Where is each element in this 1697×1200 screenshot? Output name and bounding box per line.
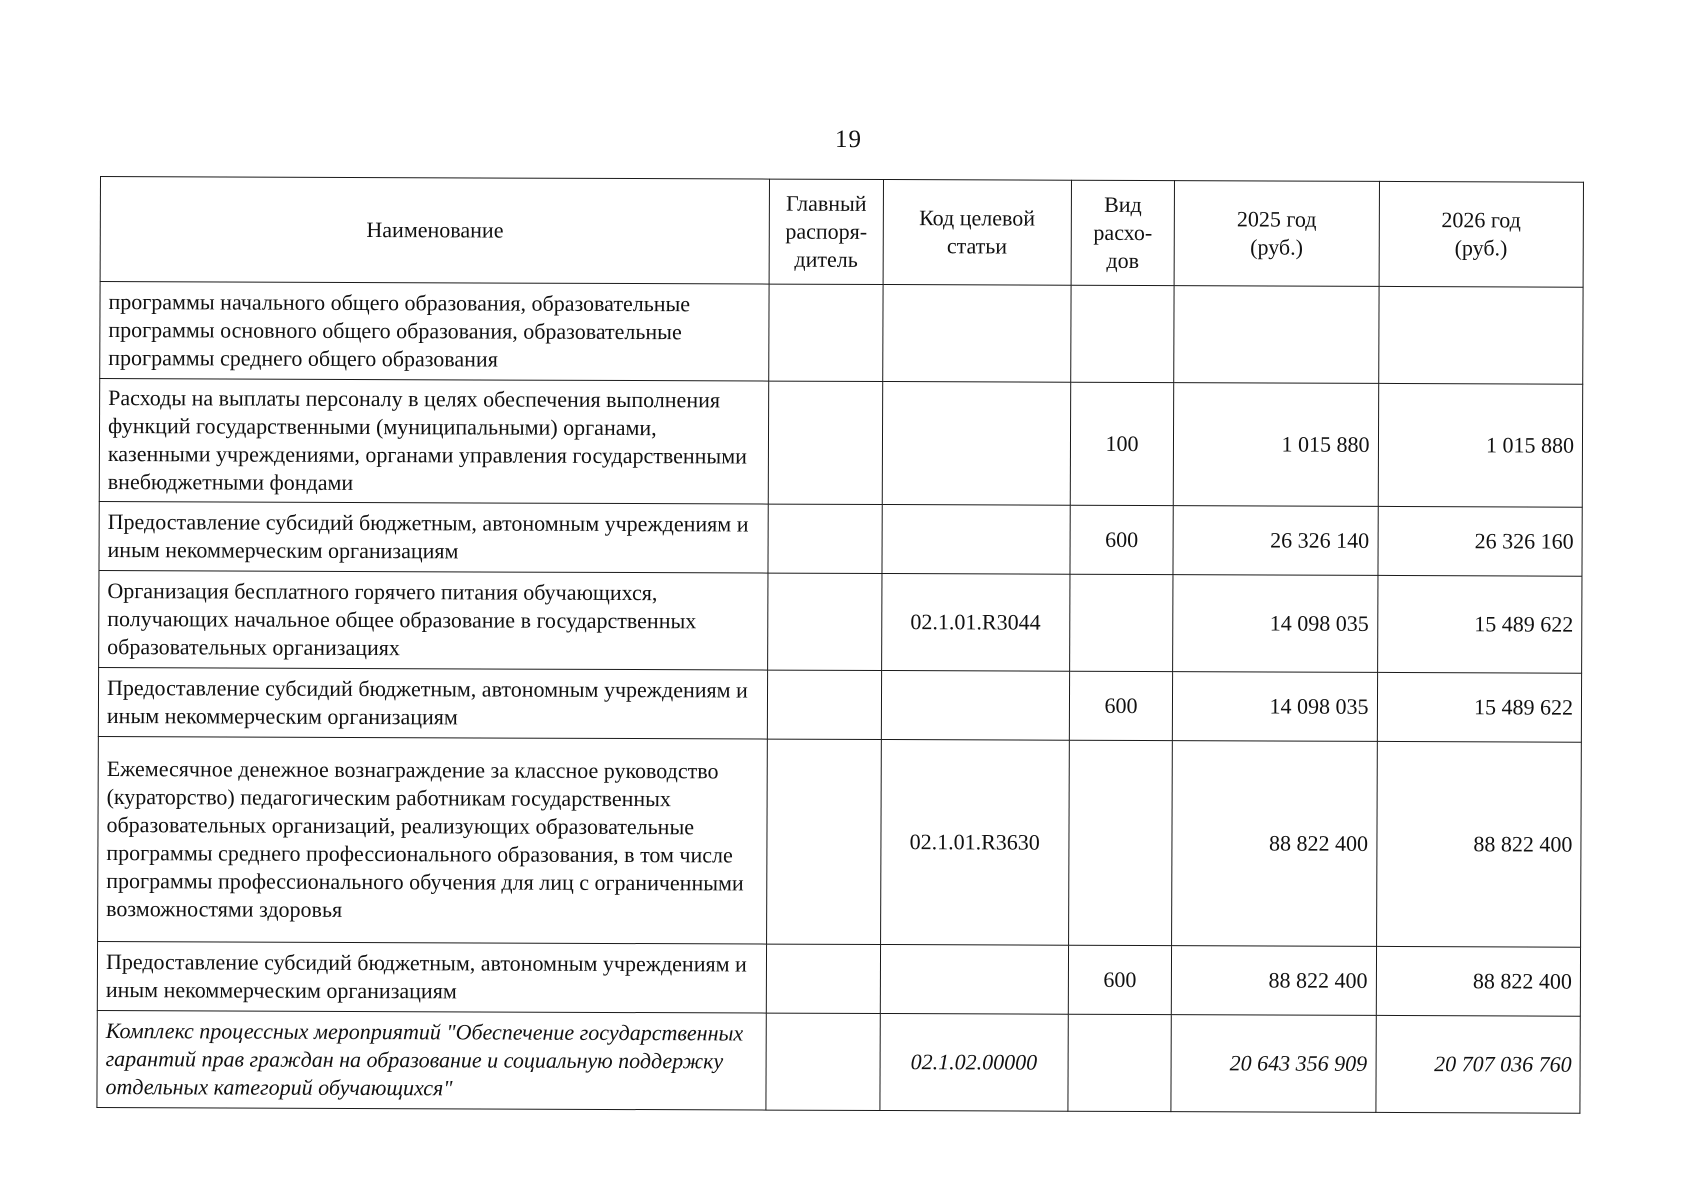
row-kind: 600 — [1070, 505, 1173, 574]
row-kind: 600 — [1069, 671, 1172, 740]
table-row — [99, 501, 1582, 576]
row-code: 02.1.02.00000 — [879, 1014, 1068, 1112]
row-2026: 15 489 622 — [1377, 575, 1582, 673]
row-admin — [769, 284, 883, 381]
table-row — [99, 379, 1582, 508]
header-name: Наименование — [100, 177, 770, 285]
header-row — [100, 177, 1583, 288]
row-2025: 88 822 400 — [1172, 741, 1377, 947]
header-code: Код целевой статьи — [883, 180, 1072, 286]
page-number: 19 — [835, 126, 862, 153]
row-name: Ежемесячное денежное вознаграждение за классное руководство (кураторство) педагогическим работникам государственных образовательных организаций, реализующих образовательные программы среднего профессионального образования, в том числе программы профессионального обучения для лиц с ограниченными возможностями здоровья — [98, 736, 768, 944]
row-admin — [768, 573, 882, 670]
row-admin — [766, 1013, 880, 1110]
row-2025: 88 822 400 — [1171, 946, 1376, 1016]
table-row — [99, 570, 1582, 673]
row-name: Предоставление субсидий бюджетным, автономным учреждениям и иным некоммерческим организациям — [97, 941, 767, 1013]
table-row — [98, 736, 1582, 947]
row-code — [882, 505, 1071, 575]
row-name: Предоставление субсидий бюджетным, автономным учреждениям и иным некоммерческим организациям — [98, 667, 768, 739]
row-2026: 88 822 400 — [1376, 741, 1581, 947]
row-2026: 26 326 160 — [1378, 506, 1583, 576]
row-kind — [1068, 740, 1172, 945]
table-row — [100, 282, 1583, 385]
row-code: 02.1.01.R3630 — [880, 740, 1069, 946]
row-code — [882, 382, 1071, 506]
row-kind — [1071, 285, 1175, 382]
row-admin — [768, 670, 881, 739]
row-kind: 100 — [1070, 382, 1174, 505]
row-kind — [1068, 1014, 1172, 1111]
row-admin — [767, 944, 880, 1013]
table-body — [97, 282, 1583, 1114]
budget-table — [96, 176, 1584, 1114]
header-admin: Главный распоря- дитель — [769, 179, 883, 284]
row-2026: 20 707 036 760 — [1375, 1015, 1580, 1113]
row-2026: 1 015 880 — [1378, 383, 1583, 507]
table-row — [98, 667, 1581, 742]
row-name: Расходы на выплаты персоналу в целях обеспечения выполнения функций государственными (муниципальными) органами, казенными учреждениями, органами управления государственными внебюджетными фондами — [99, 379, 769, 505]
row-code — [881, 671, 1070, 741]
row-2026 — [1378, 286, 1583, 384]
row-code: 02.1.01.R3044 — [881, 574, 1070, 672]
table-row — [97, 941, 1580, 1016]
row-name: программы начального общего образования, образовательные программы основного общего образования, образовательные программы среднего общего образования — [100, 282, 770, 382]
row-2026: 88 822 400 — [1376, 946, 1581, 1016]
row-admin — [769, 381, 883, 504]
row-2025: 20 643 356 909 — [1171, 1015, 1376, 1113]
row-code — [882, 285, 1071, 383]
header-2026: 2026 год (руб.) — [1379, 181, 1584, 287]
row-admin — [767, 739, 881, 944]
row-kind — [1070, 574, 1174, 671]
row-2025 — [1174, 286, 1379, 384]
header-2025: 2025 год (руб.) — [1174, 181, 1379, 287]
table-row — [97, 1010, 1580, 1113]
table-header — [100, 177, 1583, 288]
row-code — [880, 945, 1069, 1015]
row-name: Комплекс процессных мероприятий "Обеспечение государственных гарантий прав граждан на образование и социальную поддержку отдельных категорий обучающихся" — [97, 1010, 767, 1110]
header-kind: Вид расхо- дов — [1071, 180, 1175, 285]
row-2025: 26 326 140 — [1173, 506, 1378, 576]
row-2025: 1 015 880 — [1173, 383, 1378, 507]
row-2025: 14 098 035 — [1173, 575, 1378, 673]
row-name: Организация бесплатного горячего питания обучающихся, получающих начальное общее образование в государственных образовательных организациях — [99, 570, 769, 670]
row-kind: 600 — [1068, 945, 1171, 1014]
row-admin — [768, 504, 881, 573]
row-2025: 14 098 035 — [1172, 672, 1377, 742]
row-name: Предоставление субсидий бюджетным, автономным учреждениям и иным некоммерческим организациям — [99, 501, 769, 573]
row-2026: 15 489 622 — [1377, 672, 1582, 742]
